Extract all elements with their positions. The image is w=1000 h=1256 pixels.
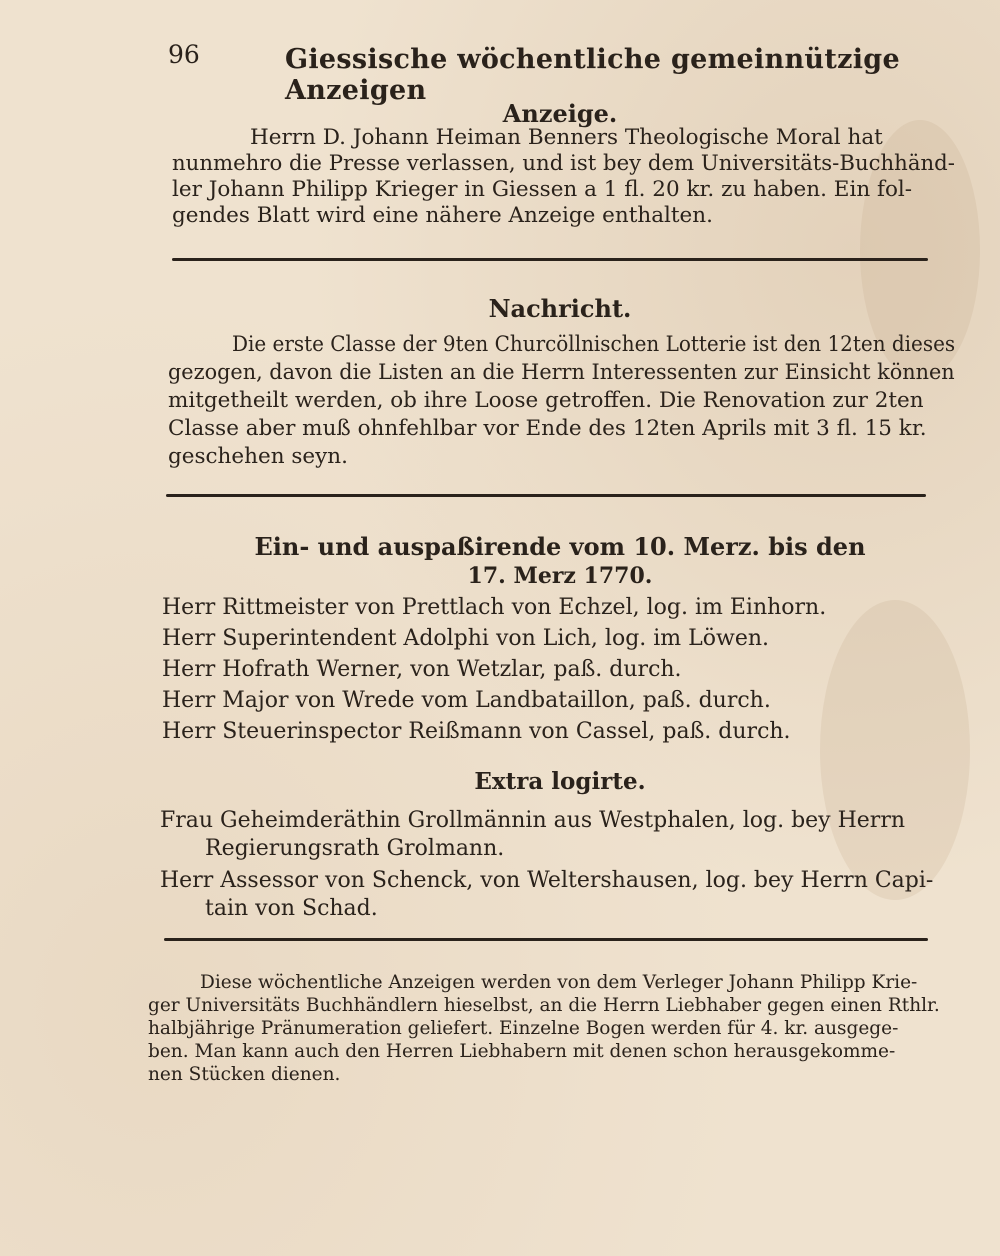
nachricht-line: Die erste Classe der 9ten Churcöllnischen Lotterie ist den 12ten dieses [232,332,956,357]
nachricht-line: Classe aber muß ohnfehlbar vor Ende des 12ten Aprils mit 3 fl. 15 kr. [168,416,927,441]
nachricht-line: geschehen seyn. [168,444,348,469]
footer-line: Diese wöchentliche Anzeigen werden von dem Verleger Johann Philipp Krie- [200,972,918,993]
anzeige-line: nunmehro die Presse verlassen, und ist bey dem Universitäts-Buchhänd- [172,151,955,176]
anzeige-heading: Anzeige. [502,99,618,128]
passirende-date: 17. Merz 1770. [467,563,653,589]
section-divider [166,494,926,497]
nachricht-line: mitgetheilt werden, ob ihre Loose getroffen. Die Renovation zur 2ten [168,388,924,413]
footer-line: halbjährige Pränumeration geliefert. Einzelne Bogen werden für 4. kr. ausgege- [148,1018,899,1039]
guest-entry-continued: Regierungsrath Grolmann. [205,836,505,861]
passirende-heading: Ein- und auspaßirende vom 10. Merz. bis den [254,532,866,561]
section-divider [172,258,928,261]
footer-line: ben. Man kann auch den Herren Liebhabern mit denen schon herausgekomme- [148,1041,896,1062]
guest-entry: Herr Major von Wrede vom Landbataillon, paß. durch. [162,688,771,713]
anzeige-line: Herrn D. Johann Heiman Benners Theologische Moral hat [250,125,883,150]
footer-line: nen Stücken dienen. [148,1064,341,1085]
guest-entry: Herr Superintendent Adolphi von Lich, log. im Löwen. [162,626,770,651]
paper-stain [820,600,970,900]
guest-entry: Herr Assessor von Schenck, von Weltershausen, log. bey Herrn Capi- [160,868,934,893]
nachricht-heading: Nachricht. [488,294,632,323]
guest-entry: Frau Geheimderäthin Grollmännin aus Westphalen, log. bey Herrn [160,808,906,833]
guest-entry: Herr Steuerinspector Reißmann von Cassel, paß. durch. [162,719,791,744]
guest-entry-continued: tain von Schad. [205,896,378,921]
extra-heading: Extra logirte. [474,768,646,795]
anzeige-line: gendes Blatt wird eine nähere Anzeige enthalten. [172,203,713,228]
guest-entry: Herr Rittmeister von Prettlach von Echzel, log. im Einhorn. [162,595,827,620]
footer-line: ger Universitäts Buchhändlern hieselbst, an die Herrn Liebhaber gegen einen Rthlr. [148,995,940,1016]
guest-entry: Herr Hofrath Werner, von Wetzlar, paß. durch. [162,657,682,682]
section-divider [164,938,928,941]
running-title: Giessische wöchentliche gemeinnützige Anzeigen [285,44,900,106]
anzeige-line: ler Johann Philipp Krieger in Giessen a 1 fl. 20 kr. zu haben. Ein fol- [172,177,913,202]
nachricht-line: gezogen, davon die Listen an die Herrn Interessenten zur Einsicht können [168,360,955,385]
page-number: 96 [168,40,200,69]
